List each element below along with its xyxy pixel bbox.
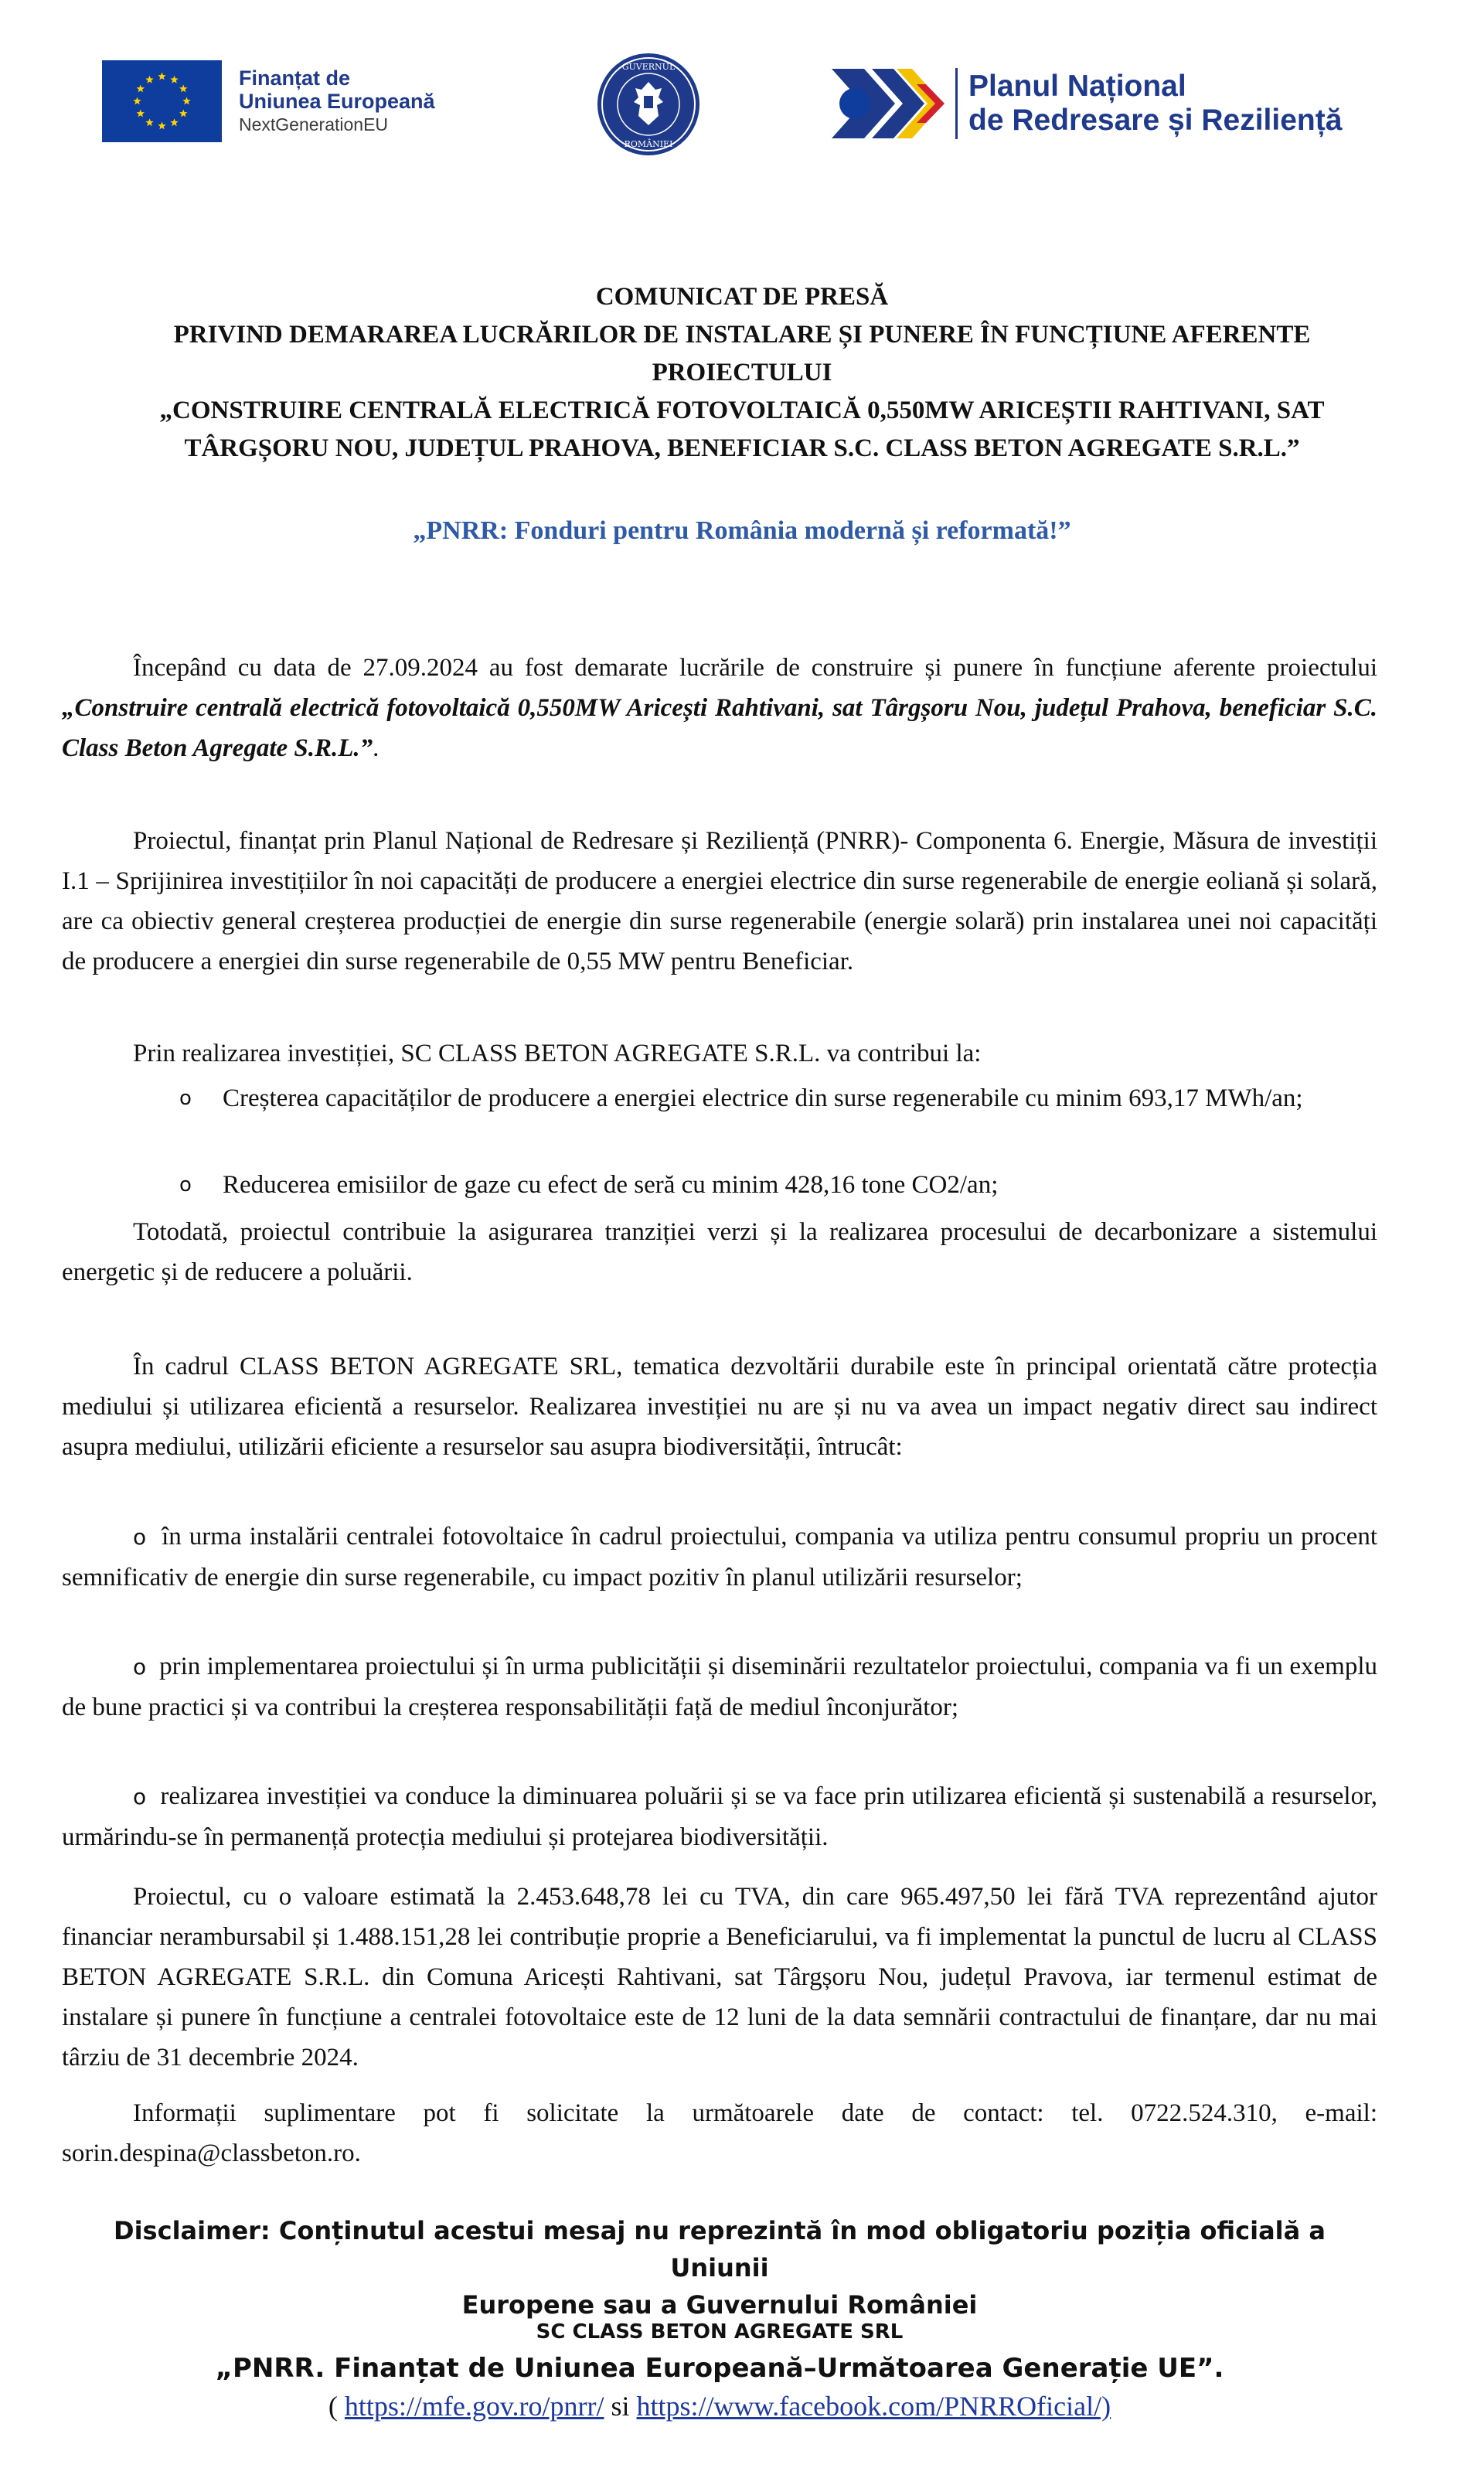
- paragraph-green-transition: Totodată, proiectul contribuie la asigurarea tranziției verzi și la realizarea procesului de decarbonizare a sistemului energetic și de reducere a poluării.: [62, 1218, 1377, 1286]
- reason-pollution-reduction: realizarea investiției va conduce la diminuarea poluării și se va face prin utilizarea eficientă și sustenabilă a resurselor, urmărindu-se în permanență protecția mediului și protejarea biodiversității.: [62, 1782, 1378, 1851]
- footer-company: SC CLASS BETON AGREGATE SRL: [536, 2320, 904, 2344]
- project-name: „Construire centrală electrică fotovoltaică 0,550MW Aricești Rahtivani, sat Târgșoru Nou, județul Prahova, beneficiar S.C. Class Beton Agregate S.R.L.”: [62, 694, 1377, 762]
- svg-text:ROMÂNIEI: ROMÂNIEI: [624, 139, 673, 149]
- reason-own-consumption: în urma instalării centralei fotovoltaice în cadrul proiectului, compania va utiliza pentru consumul propriu un procent semnificativ de energie din surse regenerabile, cu impact pozitiv în planul utilizării resurselor;: [62, 1523, 1378, 1591]
- eu-line-2: Uniunea Europeană: [239, 90, 435, 113]
- facebook-pnrr-link[interactable]: https://www.facebook.com/PNRROficial/): [636, 2391, 1111, 2422]
- pnrr-logo: [832, 68, 1342, 139]
- list-item: [62, 1646, 1377, 1728]
- pnrr-line-2: de Redresare și Reziliență: [968, 104, 1343, 137]
- pnrr-text: [968, 70, 1342, 138]
- disclaimer-line-2: Europene sau a Guvernului României: [461, 2290, 978, 2320]
- eu-funding-logo: [102, 60, 435, 142]
- title-line-4: „CONSTRUIRE CENTRALĂ ELECTRICĂ FOTOVOLTAICĂ 0,550MW ARICEȘTII RAHTIVANI, SAT: [159, 397, 1325, 424]
- footer-links-between: si: [604, 2391, 637, 2422]
- paragraph-start-lead: Începând cu data de 27.09.2024 au fost demarate lucrările de construire și punere în funcțiune aferente proiectului: [133, 654, 1377, 682]
- pnrr-divider: [955, 68, 958, 139]
- eu-line-1: Finanțat de: [239, 66, 351, 90]
- disclaimer: [62, 2212, 1377, 2323]
- pnrr-arrow-icon: [832, 69, 948, 138]
- logo-bar: [0, 0, 1484, 178]
- svg-text:GUVERNUL: GUVERNUL: [621, 62, 676, 72]
- eu-funding-text: [239, 66, 435, 136]
- bullet-icon: o: [179, 1173, 192, 1197]
- eu-flag-icon: [102, 60, 222, 142]
- mfe-pnrr-link[interactable]: https://mfe.gov.ro/pnrr/: [344, 2391, 604, 2422]
- bullet-icon: o: [133, 1524, 147, 1550]
- paragraph-contact: Informații suplimentare pot fi solicitate la următoarele date de contact: tel. 0722.524.310, e-mail: sorin.despina@classbeton.ro.: [62, 2099, 1377, 2167]
- footer-links-open: (: [328, 2391, 345, 2422]
- pnrr-slogan: „PNRR: Fonduri pentru România modernă și reformată!”: [413, 516, 1071, 545]
- contribution-emissions: Reducerea emisiilor de gaze cu efect de seră cu minim 428,16 tone CO2/an;: [223, 1171, 999, 1199]
- footer-links: [62, 2390, 1377, 2422]
- paragraph-funding: Proiectul, finanțat prin Planul Național de Redresare și Reziliență (PNRR)- Componenta 6. Energie, Măsura de investiții I.1 – Sprijinirea investițiilor în noi capacități de producere a energiei electrice din surse regenerabile de energie eoliană și solară, are ca obiectiv general creșterea producției de energie din surse regenerabile (energie solară) prin instalarea unei noi capacități de producere a energiei din surse regenerabile de 0,55 MW pentru Beneficiar.: [62, 827, 1377, 975]
- romanian-government-seal-icon: [595, 51, 702, 158]
- paragraph-sustainability: În cadrul CLASS BETON AGREGATE SRL, tematica dezvoltării durabile este în principal orientată către protecția mediului și utilizarea eficientă a resurselor. Realizarea investiției nu are și nu va avea un impact negativ direct sau indirect asupra mediului, utilizării eficiente a resurselor sau asupra biodiversității, întrucât:: [62, 1353, 1377, 1461]
- list-item: [62, 1776, 1377, 1857]
- paragraph-project-value: Proiectul, cu o valoare estimată la 2.453.648,78 lei cu TVA, din care 965.497,50 lei fără TVA reprezentând ajutor financiar nerambursabil și 1.488.151,28 lei contribuție proprie a Beneficiarului, va fi implementat la punctul de lucru al CLASS BETON AGREGATE S.R.L. din Comuna Aricești Rahtivani, sat Târgșoru Nou, județul Pravova, iar termenul estimat de instalare și punere în funcțiune a centralei fotovoltaice este de 12 luni de la data semnării contractului de finanțare, dar nu mai târziu de 31 decembrie 2024.: [62, 1883, 1377, 2071]
- bullet-icon: o: [133, 1654, 147, 1680]
- reason-good-practice: prin implementarea proiectului și în urma publicității și diseminării rezultatelor proiectului, compania va fi un exemplu de bune practici și va contribui la creșterea responsabilității față de mediul înconjurător;: [62, 1653, 1377, 1721]
- bullet-icon: o: [179, 1087, 192, 1110]
- footer-tagline: „PNRR. Finanțat de Uniunea Europeană–Următoarea Generație UE”.: [215, 2353, 1224, 2384]
- pnrr-line-1: Planul Național: [968, 70, 1186, 103]
- eu-line-3: NextGenerationEU: [239, 114, 389, 134]
- contribution-capacity: Creșterea capacităților de producere a energiei electrice din surse regenerabile cu minim 693,17 MWh/an;: [223, 1084, 1303, 1112]
- title-line-1: COMUNICAT DE PRESĂ: [595, 283, 889, 311]
- title-line-5: TÂRGȘORU NOU, JUDEȚUL PRAHOVA, BENEFICIAR S.C. CLASS BETON AGREGATE S.R.L.”: [184, 434, 1300, 462]
- paragraph-contribution-intro: Prin realizarea investiției, SC CLASS BETON AGREGATE S.R.L. va contribui la:: [133, 1040, 982, 1067]
- disclaimer-line-1: Disclaimer: Conținutul acestui mesaj nu reprezintă în mod obligatoriu poziția oficială a Uniunii: [114, 2216, 1326, 2282]
- title-line-3: PROIECTULUI: [652, 359, 832, 386]
- press-release-title: [62, 278, 1422, 468]
- paragraph-start-end: .: [373, 734, 380, 762]
- title-line-2: PRIVIND DEMARAREA LUCRĂRILOR DE INSTALARE ȘI PUNERE ÎN FUNCȚIUNE AFERENTE: [173, 321, 1311, 349]
- bullet-icon: o: [133, 1784, 147, 1809]
- list-item: [62, 1517, 1377, 1598]
- paragraph-start-date: [62, 648, 1377, 768]
